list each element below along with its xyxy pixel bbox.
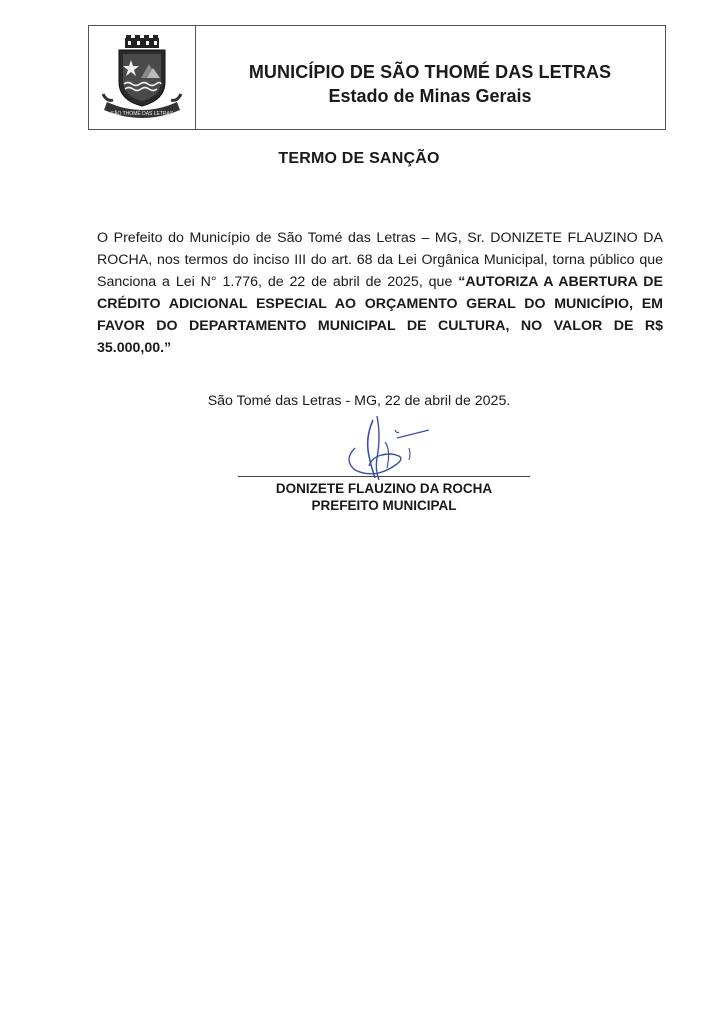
body-bold-text: “AUTORIZA A ABERTURA DE CRÉDITO ADICIONAL ESPECIAL AO ORÇAMENTO GERAL DO MUNICÍPIO, EM FAVOR DO DEPARTAMENTO MUNICIPAL DE CULTURA, NO VALOR DE R$ 35.000,00.” bbox=[97, 274, 663, 356]
signer-role: PREFEITO MUNICIPAL bbox=[311, 498, 457, 513]
logo-cell bbox=[89, 26, 196, 129]
body-regular-text: O Prefeito do Município de São Tomé das Letras – MG, Sr. DONIZETE FLAUZINO DA ROCHA, nos termos do inciso III do art. 68 da Lei Orgânica Municipal, torna público que Sanciona a Lei N° 1.776, de 22 de abril de 2025, que bbox=[97, 230, 663, 290]
signature-line bbox=[238, 476, 530, 477]
state-name: Estado de Minas Gerais bbox=[328, 86, 532, 106]
coat-of-arms-motto: SÃO THOMÉ DAS LETRAS bbox=[110, 111, 174, 117]
document-body bbox=[97, 227, 663, 359]
document-title: TERMO DE SANÇÃO bbox=[278, 150, 440, 167]
place-and-date: São Tomé das Letras - MG, 22 de abril de 2025. bbox=[207, 393, 511, 409]
header-text bbox=[195, 26, 665, 129]
coat-of-arms-icon bbox=[97, 34, 187, 122]
signer-name: DONIZETE FLAUZINO DA ROCHA bbox=[275, 481, 493, 496]
letterhead bbox=[88, 25, 666, 130]
municipality-name: MUNICÍPIO DE SÃO THOMÉ DAS LETRAS bbox=[248, 62, 612, 82]
